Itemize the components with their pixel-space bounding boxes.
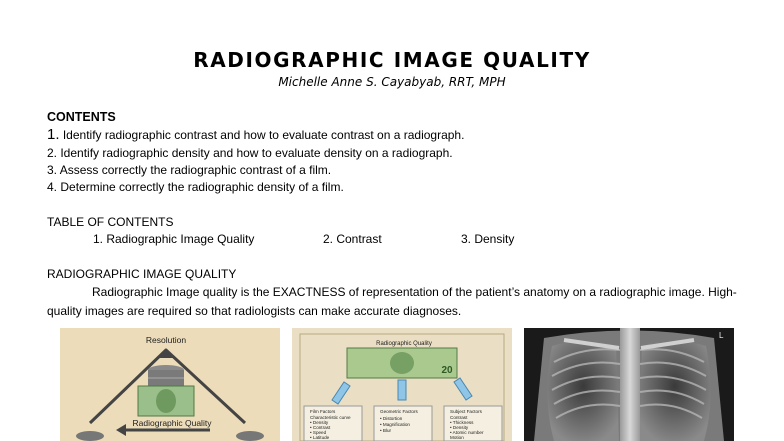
- quality-factors-figure: [292, 328, 512, 441]
- chest-xray-image: [524, 328, 734, 441]
- contents-heading: CONTENTS: [47, 110, 116, 124]
- fig2-title: Radiographic Quality: [376, 341, 432, 347]
- resolution-label: Resolution: [145, 335, 187, 345]
- bill-number: 20: [441, 365, 453, 376]
- section-paragraph-text: Radiographic Image quality is the EXACTNESS of representation of the patient’s anatomy on a radiographic image. High-quality images are required so that radiologists can make accurate diagnoses.: [47, 285, 737, 318]
- geometric-factors-line: • Magnification: [380, 422, 410, 427]
- section-heading: RADIOGRAPHIC IMAGE QUALITY: [47, 267, 237, 281]
- film-factors-line: • Density: [310, 420, 329, 425]
- subject-factors-title: Subject Factors: [450, 409, 482, 414]
- dollar-bill-icon: [138, 386, 194, 416]
- film-factors-line: • Speed: [310, 430, 327, 435]
- subject-factors-line: Motion: [450, 435, 464, 440]
- contents-item-text: Identify radiographic density and how to evaluate density on a radiograph.: [57, 146, 453, 160]
- film-factors-line: Characteristic curve: [310, 415, 351, 420]
- contents-item-number: 2.: [47, 146, 58, 160]
- film-factors-title: Film Factors: [310, 409, 336, 414]
- film-factors-line: • Latitude: [310, 435, 330, 440]
- film-factors-line: • Contrast: [310, 425, 331, 430]
- toc-entry-1[interactable]: 1. Radiographic Image Quality: [93, 232, 255, 246]
- chest-xray-figure: [524, 328, 734, 441]
- xray-side-marker: L: [719, 331, 724, 340]
- toc-entry-3[interactable]: 3. Density: [461, 232, 515, 246]
- radiographic-quality-label: Radiographic Quality: [132, 418, 212, 428]
- resolution-diagram: [60, 328, 280, 441]
- toc-heading: TABLE OF CONTENTS: [47, 215, 174, 229]
- subject-factors-line: • Density: [450, 425, 469, 430]
- contents-item-text: Determine correctly the radiographic density of a film.: [57, 180, 344, 194]
- contents-item-2: [47, 146, 453, 160]
- quality-factors-diagram: [292, 328, 512, 441]
- geometric-factors-line: • Blur: [380, 428, 392, 433]
- author-line: Michelle Anne S. Cayabyab, RRT, MPH: [278, 75, 506, 89]
- toc-entry-2[interactable]: 2. Contrast: [323, 232, 382, 246]
- subject-factors-line: Contrast: [450, 415, 468, 420]
- subject-factors-line: • Thickness: [450, 420, 474, 425]
- document-title: RADIOGRAPHIC IMAGE QUALITY: [193, 48, 591, 72]
- geometric-factors-title: Geometric Factors: [380, 409, 418, 414]
- contents-item-number: 3.: [47, 163, 58, 177]
- section-paragraph: [47, 283, 747, 321]
- contents-item-3: [47, 163, 331, 177]
- contents-item-number: 1.: [47, 126, 60, 143]
- contents-item-1: [47, 126, 464, 143]
- contents-item-text: Assess correctly the radiographic contrast of a film.: [57, 163, 332, 177]
- resolution-diagram-figure: [60, 328, 280, 441]
- contents-item-4: [47, 180, 344, 194]
- contents-item-text: Identify radiographic contrast and how to evaluate contrast on a radiograph.: [59, 128, 465, 142]
- contents-item-number: 4.: [47, 180, 58, 194]
- geometric-factors-line: • Distortion: [380, 416, 403, 421]
- dollar-bill-icon: [347, 348, 457, 378]
- subject-factors-line: • Atomic number: [450, 430, 484, 435]
